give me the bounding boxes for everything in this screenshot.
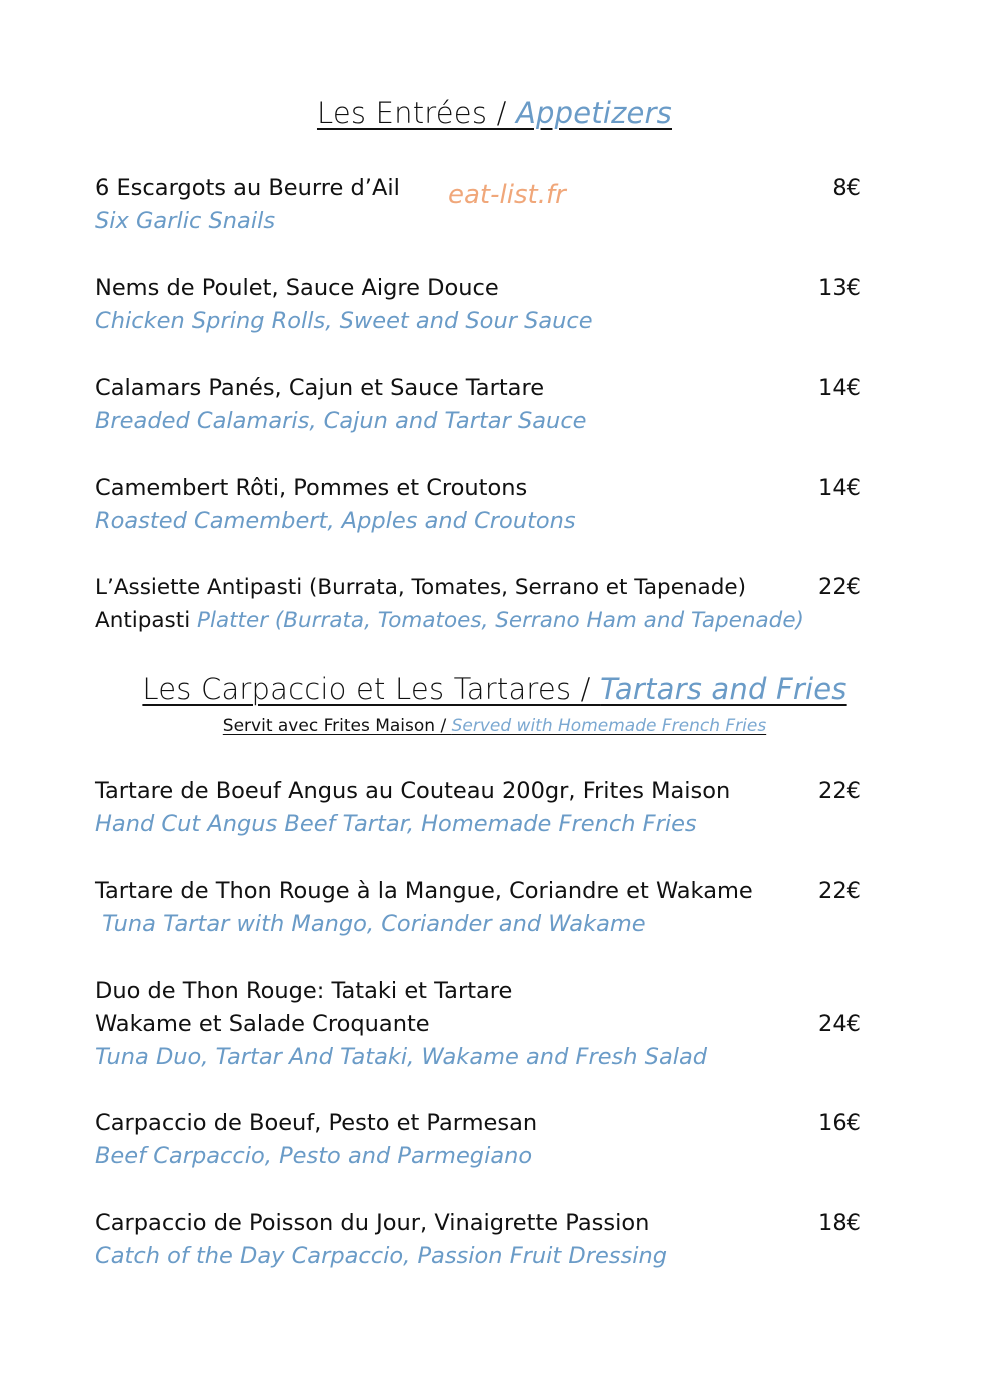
item-price: 22€ xyxy=(818,878,861,904)
item-name-en: Platter (Burrata, Tomatoes, Serrano Ham and Tapenade) xyxy=(197,608,804,633)
menu-item xyxy=(95,775,860,841)
menu-item xyxy=(95,975,860,1074)
item-name-fr: Nems de Poulet, Sauce Aigre Douce xyxy=(95,275,499,301)
item-price: 24€ xyxy=(818,1011,861,1037)
item-price: 8€ xyxy=(832,175,861,201)
item-price: 18€ xyxy=(818,1210,861,1236)
item-name-en: Roasted Camembert, Apples and Croutons xyxy=(95,508,576,534)
section-title-appetizers xyxy=(0,96,989,130)
menu-item xyxy=(95,272,860,338)
item-name-fr-line2: Wakame et Salade Croquante xyxy=(95,1011,430,1037)
menu-item xyxy=(95,571,860,637)
item-name-fr: Calamars Panés, Cajun et Sauce Tartare xyxy=(95,375,545,401)
menu-item xyxy=(95,372,860,438)
item-price: 13€ xyxy=(818,275,861,301)
menu-item xyxy=(95,1107,860,1173)
item-name-fr: Tartare de Thon Rouge à la Mangue, Coriandre et Wakame xyxy=(95,878,753,904)
item-name-fr: 6 Escargots au Beurre d’Ail xyxy=(95,175,400,201)
section-title-en: Tartars and Fries xyxy=(600,672,847,706)
item-price: 14€ xyxy=(818,375,861,401)
item-price: 16€ xyxy=(818,1110,861,1136)
item-name-fr: Duo de Thon Rouge: Tataki et Tartare xyxy=(95,978,513,1004)
item-name-fr: Camembert Rôti, Pommes et Croutons xyxy=(95,475,528,501)
section-title-tartares xyxy=(0,672,989,706)
item-name-en: Six Garlic Snails xyxy=(95,208,276,234)
item-name-en-prefix: Antipasti xyxy=(95,608,197,633)
subtitle-fr: Servit avec Frites Maison / xyxy=(222,716,452,736)
subtitle-en: Served with Homemade French Fries xyxy=(451,716,767,736)
menu-item xyxy=(95,472,860,538)
item-name-en: Tuna Duo, Tartar And Tataki, Wakame and Fresh Salad xyxy=(95,1044,708,1070)
item-name-en: Chicken Spring Rolls, Sweet and Sour Sauce xyxy=(95,308,593,334)
item-name-fr: Carpaccio de Boeuf, Pesto et Parmesan xyxy=(95,1110,538,1136)
menu-item xyxy=(95,1207,860,1273)
menu-item xyxy=(95,875,860,941)
item-name-fr: L’Assiette Antipasti (Burrata, Tomates, Serrano et Tapenade) xyxy=(95,575,746,600)
item-price: 14€ xyxy=(818,475,861,501)
section-title-fr: Les Carpaccio et Les Tartares / xyxy=(142,672,601,706)
item-name-fr: Carpaccio de Poisson du Jour, Vinaigrette Passion xyxy=(95,1210,650,1236)
item-price: 22€ xyxy=(818,778,861,804)
menu-item xyxy=(95,172,860,238)
item-name-en: Catch of the Day Carpaccio, Passion Fruit Dressing xyxy=(95,1243,668,1269)
watermark: eat-list.fr xyxy=(448,180,566,210)
section-title-fr: Les Entrées / xyxy=(316,96,516,130)
item-name-fr: Tartare de Boeuf Angus au Couteau 200gr, Frites Maison xyxy=(95,778,731,804)
item-price: 22€ xyxy=(818,574,861,600)
item-name-en: Breaded Calamaris, Cajun and Tartar Sauce xyxy=(95,408,587,434)
item-name-en: Tuna Tartar with Mango, Coriander and Wakame xyxy=(95,911,646,937)
section-title-en: Appetizers xyxy=(515,96,672,130)
item-name-en: Hand Cut Angus Beef Tartar, Homemade French Fries xyxy=(95,811,697,837)
item-name-en: Beef Carpaccio, Pesto and Parmegiano xyxy=(95,1143,533,1169)
section-subtitle xyxy=(0,716,989,736)
